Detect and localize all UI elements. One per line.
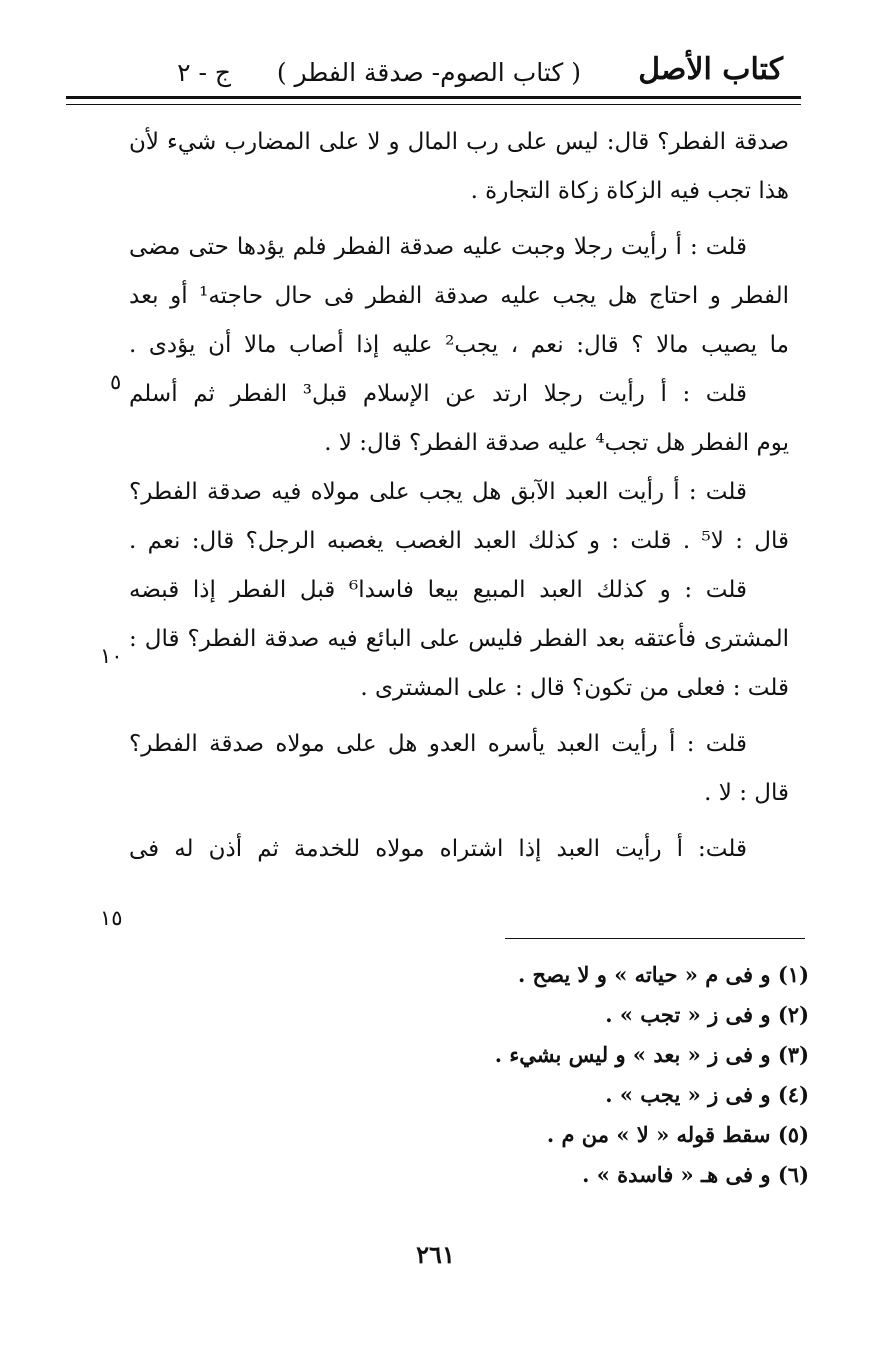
text-line: قال : لا . — [704, 780, 789, 806]
text-line: قلت: أ رأيت العبد إذا اشتراه مولاه للخدمة ثم أذن له فى — [129, 836, 747, 862]
page-number: ٢٦١ — [416, 1240, 455, 1269]
text-line: قلت : أ رأيت العبد الآبق هل يجب على مولاه فيه صدقة الفطر؟ — [129, 479, 747, 505]
line-number: ٥ — [110, 370, 122, 394]
line-number: ١٠ — [100, 644, 123, 668]
text-line: قلت : فعلى من تكون؟ قال : على المشترى . — [360, 675, 789, 701]
footnote: (١) و فى م « حياته » و لا يصح . — [517, 962, 809, 987]
footnote: (٥) سقط قوله « لا » من م . — [546, 1122, 809, 1147]
book-title: كتاب الأصل — [638, 52, 783, 87]
text-line: الفطر و احتاج هل يجب عليه صدقة الفطر فى حال حاجته¹ أو بعد — [129, 283, 789, 309]
volume-number: ج - ٢ — [177, 58, 231, 87]
text-line: قال : لا⁵ . قلت : و كذلك العبد الغصب يغصبه الرجل؟ قال: نعم . — [129, 528, 789, 554]
footnote: (٣) و فى ز « بعد » و ليس بشيء . — [494, 1042, 809, 1067]
footnote: (٤) و فى ز « يجب » . — [605, 1082, 809, 1107]
main-text — [129, 118, 789, 874]
footnotes — [309, 955, 809, 1195]
text-line: قلت : أ رأيت رجلا وجبت عليه صدقة الفطر فلم يؤدها حتى مضى — [129, 234, 747, 260]
text-line: يوم الفطر هل تجب⁴ عليه صدقة الفطر؟ قال: لا . — [324, 430, 789, 456]
text-line: هذا تجب فيه الزكاة زكاة التجارة . — [470, 178, 789, 204]
text-line: ما يصيب مالا ؟ قال: نعم ، يجب² عليه إذا أصاب مالا أن يؤدى . — [129, 332, 789, 358]
running-header — [101, 40, 801, 90]
text-line: المشترى فأعتقه بعد الفطر فليس على البائع فيه صدقة الفطر؟ قال : — [129, 626, 789, 652]
text-line: قلت : أ رأيت رجلا ارتد عن الإسلام قبل³ الفطر ثم أسلم — [129, 381, 747, 407]
footnote: (٢) و فى ز « تجب » . — [605, 1002, 809, 1027]
text-line: قلت : و كذلك العبد المبيع بيعا فاسدا⁶ قبل الفطر إذا قبضه — [129, 577, 747, 603]
line-number: ١٥ — [100, 906, 123, 930]
section-title: ( كتاب الصوم- صدقة الفطر ) — [276, 58, 581, 87]
header-rule-thin — [66, 104, 801, 105]
text-line: صدقة الفطر؟ قال: ليس على رب المال و لا على المضارب شيء لأن — [129, 129, 789, 155]
text-line: قلت : أ رأيت العبد يأسره العدو هل على مولاه صدقة الفطر؟ — [129, 731, 747, 757]
header-rule-thick — [66, 96, 801, 99]
footnote-rule — [505, 938, 805, 939]
footnote: (٦) و فى هـ « فاسدة » . — [582, 1162, 809, 1187]
